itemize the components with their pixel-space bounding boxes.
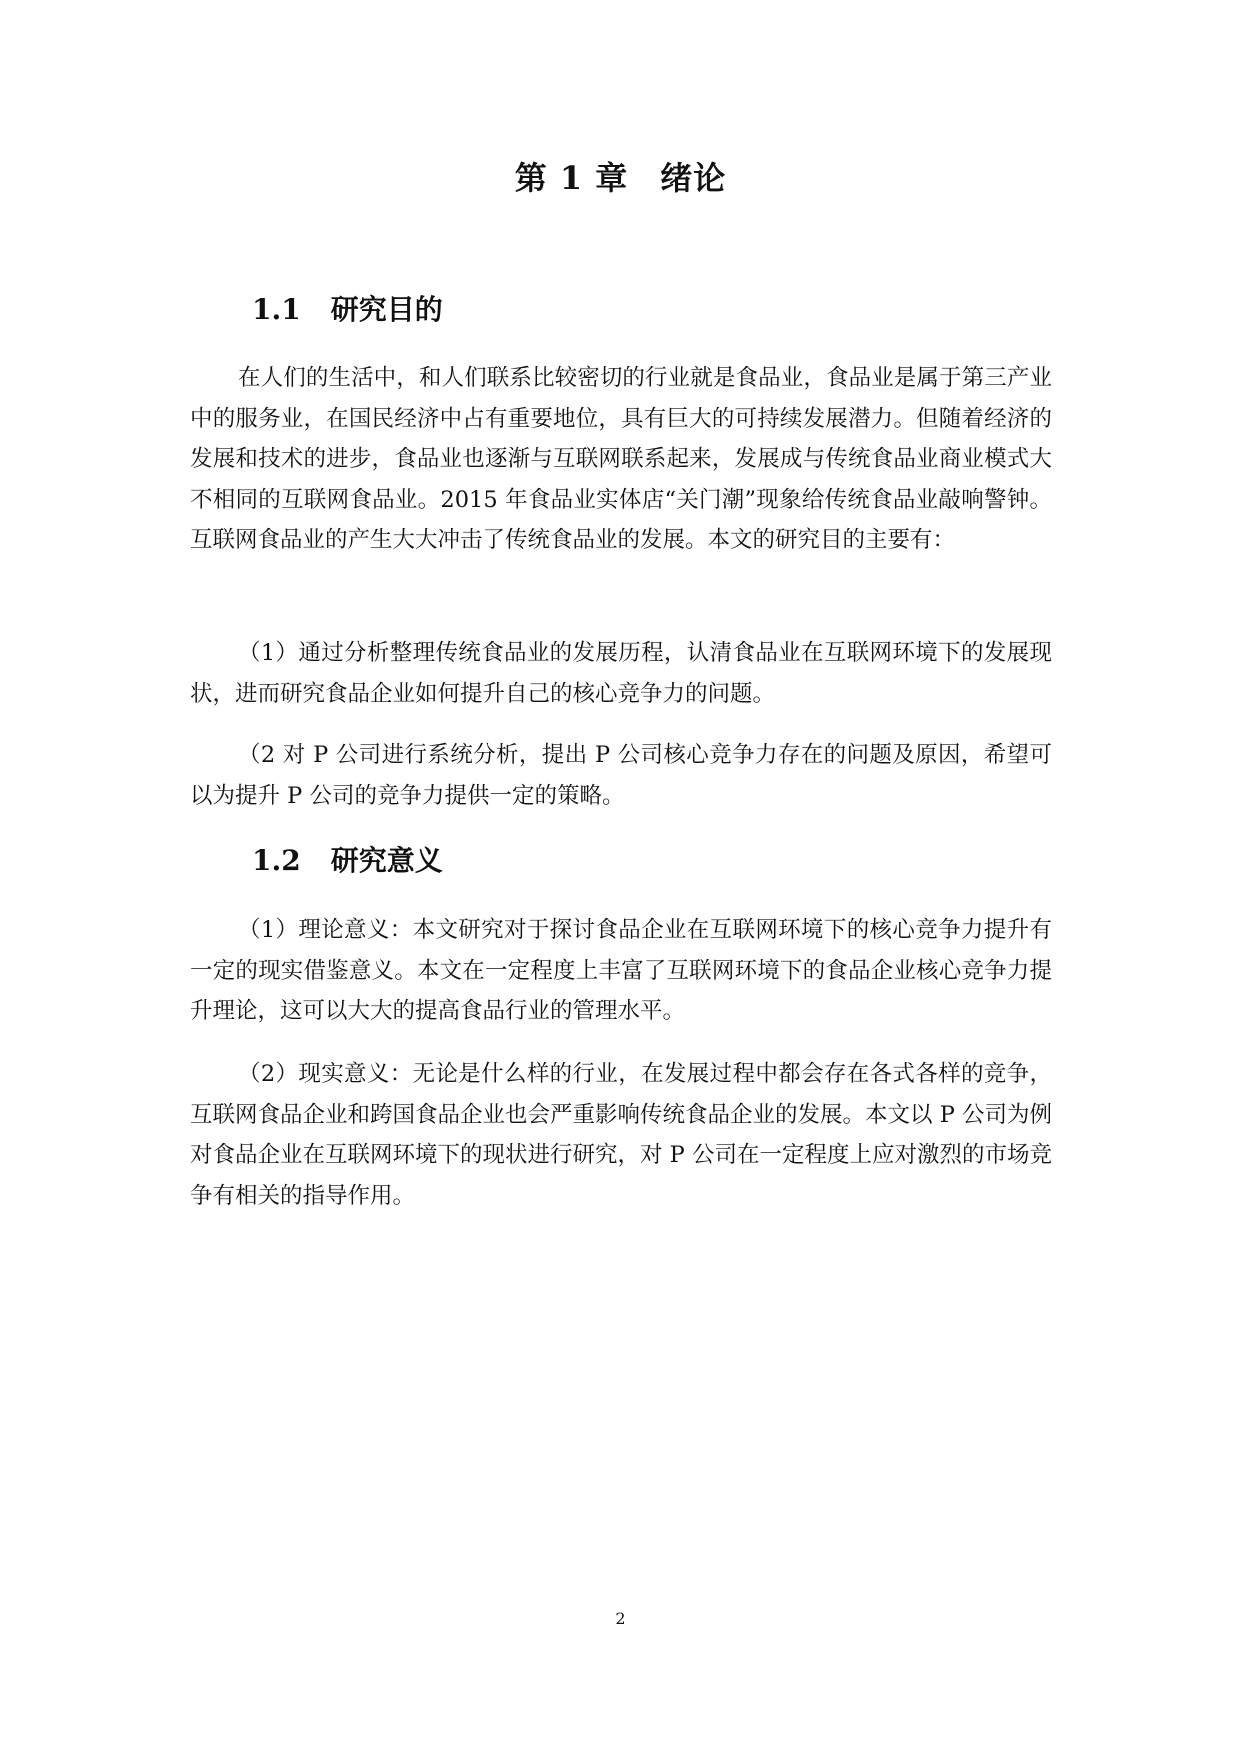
chapter-name: 绪论 xyxy=(660,159,727,197)
page-number: 2 xyxy=(615,1609,626,1628)
section-title: 研究意义 xyxy=(330,844,443,877)
paragraph: （2）现实意义：无论是什么样的行业，在发展过程中都会存在各式各样的竞争，互联网食品企业和跨国食品企业也会严重影响传统食品企业的发展。本文以 P 公司为例对食品企业在互联网环境下的现状进行研究，对 P 公司在一定程度上应对激烈的市场竞争有相关的指导作用。 xyxy=(190,1061,1052,1209)
chapter-title xyxy=(0,158,1241,198)
section-number: 1.2 xyxy=(252,844,301,877)
paragraph: （1）通过分析整理传统食品业的发展历程，认清食品业在互联网环境下的发展现状，进而研究食品企业如何提升自己的核心竞争力的问题。 xyxy=(190,640,1052,707)
chapter-number: 第 1 章 xyxy=(514,159,629,197)
section-title: 研究目的 xyxy=(330,293,443,326)
paragraph: （1）理论意义：本文研究对于探讨食品企业在互联网环境下的核心竞争力提升有一定的现实借鉴意义。本文在一定程度上丰富了互联网环境下的食品企业核心竞争力提升理论，这可以大大的提高食品行业的管理水平。 xyxy=(190,917,1052,1024)
paragraph: （2 对 P 公司进行系统分析，提出 P 公司核心竞争力存在的问题及原因，希望可以为提升 P 公司的竞争力提供一定的策略。 xyxy=(190,742,1052,809)
section-number: 1.1 xyxy=(252,293,301,326)
section-heading-1-2 xyxy=(252,843,443,879)
paragraph: 在人们的生活中，和人们联系比较密切的行业就是食品业，食品业是属于第三产业中的服务业，在国民经济中占有重要地位，具有巨大的可持续发展潜力。但随着经济的发展和技术的进步，食品业也逐渐与互联网联系起来，发展成与传统食品业商业模式大不相同的互联网食品业。2015 年食品业实体店“关门潮”现象给传统食品业敲响警钟。互联网食品业的产生大大冲击了传统食品业的发展。本文的研究目的主要有： xyxy=(190,365,1052,553)
section-heading-1-1 xyxy=(252,292,443,328)
